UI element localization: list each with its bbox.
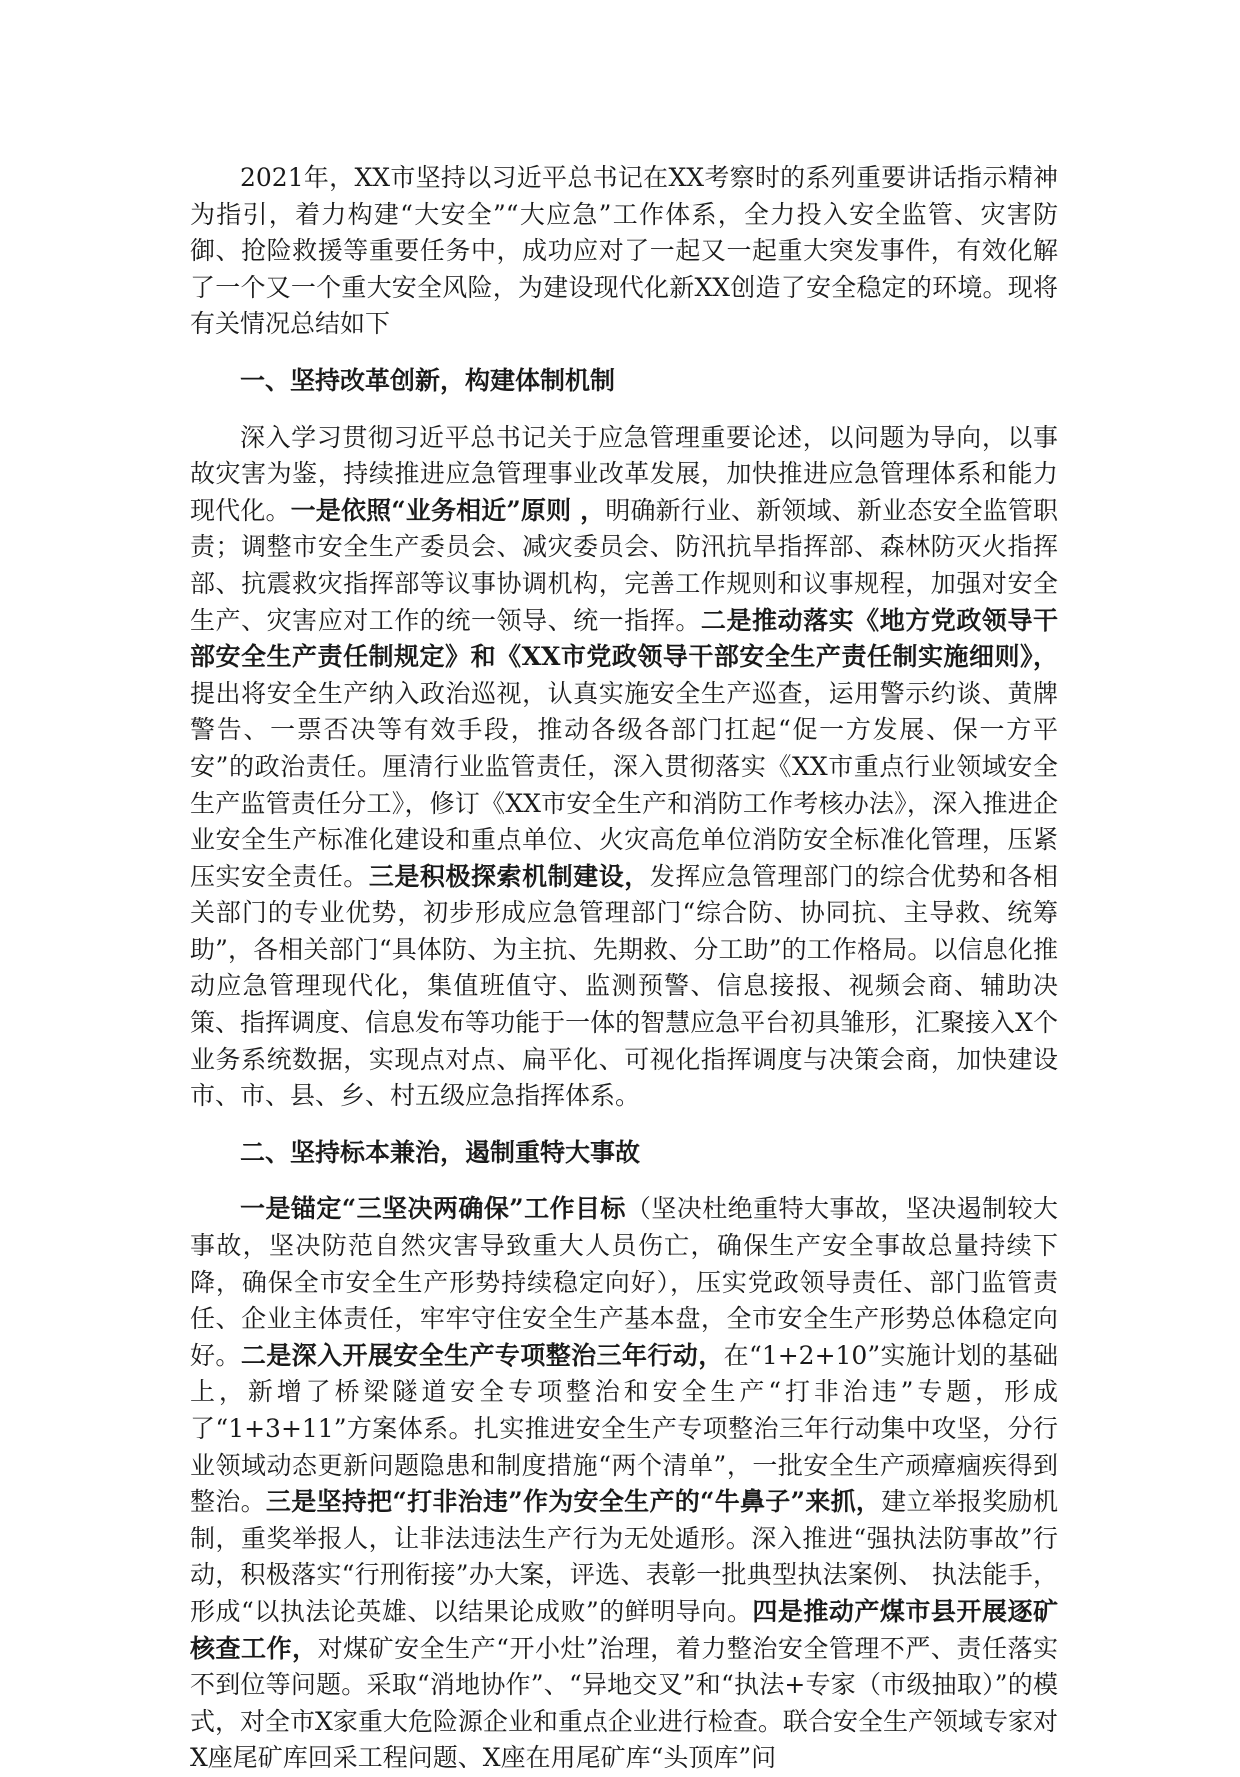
section-1-point-1-text: 明确新行业、新领域、新业态安全监管职责；调整市安全生产委员会、减灾委员会、防汛抗旱指挥部、森林防灭火指挥部、抗震救灾指挥部等议事协调机构，完善工作规则和议事规程，加强对安全生产、灾害应对工作的统一领导、统一指挥。 — [190, 495, 1058, 635]
section-2-point-2-text: 在“1+2+10”实施计划的基础上，新增了桥梁隧道安全专项整治和安全生产“打非治违”专题，形成了“1+3+11”方案体系。扎实推进安全生产专项整治三年行动集中攻坚，分行业领域动态更新问题隐患和制度措施“两个清单”，一批安全生产顽瘴痼疾得到整治。 — [190, 1340, 1058, 1517]
section-2-point-1: 一是锚定“三坚决两确保”工作目标 — [240, 1194, 626, 1224]
section-1-point-3: 三是积极探索机制建设， — [368, 861, 650, 891]
section-1-point-1: 一是依照“业务相近”原则 ， — [290, 495, 606, 525]
section-2-heading: 二、坚持标本兼治，遏制重特大事故 — [240, 1137, 641, 1167]
section-2-point-1-text: （坚决杜绝重特大事故，坚决遏制较大事故，坚决防范自然灾害导致重大人员伤亡，确保生产安全事故总量持续下降，确保全市安全生产形势持续稳定向好），压实党政领导责任、部门监管责任、企业主体责任，牢牢守住安全生产基本盘，全市安全生产形势总体稳定向好。 — [190, 1194, 1058, 1370]
section-1-point-2: 二是推动落实《地方党政领导干部安全生产责任制规定》和《XX市党政领导干部安全生产责任制实施细则》， — [190, 605, 1058, 672]
intro-paragraph: 2021年，XX市坚持以习近平总书记在XX考察时的系列重要讲话指示精神为指引，着力构建“大安全”“大应急”工作体系，全力投入安全监管、灾害防御、抢险救援等重要任务中，成功应对了一起又一起重大突发事件，有效化解了一个又一个重大安全风险，为建设现代化新XX创造了安全稳定的环境。现将有关情况总结如下 — [190, 163, 1058, 339]
section-1-point-3-text: 发挥应急管理部门的综合优势和各相关部门的专业优势，初步形成应急管理部门“综合防、协同抗、主导救、统筹助”，各相关部门“具体防、为主抗、先期救、分工助”的工作格局。以信息化推动应急管理现代化，集值班值守、监测预警、信息接报、视频会商、辅助决策、指挥调度、信息发布等功能于一体的智慧应急平台初具雏形，汇聚接入X个业务系统数据，实现点对点、扁平化、可视化指挥调度与决策会商，加快建设市、市、县、乡、村五级应急指挥体系。 — [190, 861, 1058, 1111]
section-2-point-4: 四是推动产煤市县开展逐矿核查工作， — [190, 1596, 1058, 1663]
section-2-point-3: 三是坚持把“打非治违”作为安全生产的“牛鼻子”来抓， — [265, 1487, 882, 1517]
section-2-point-3-text: 建立举报奖励机制，重奖举报人，让非法违法生产行为无处遁形。深入推进“强执法防事故”行动，积极落实“行刑衔接”办大案，评选、表彰一批典型执法案例、 执法能手，形成“以执法论英雄、以结果论成败”的鲜明导向。 — [190, 1487, 1058, 1626]
section-1-heading: 一、坚持改革创新，构建体制机制 — [240, 365, 616, 395]
section-2-paragraph — [190, 1191, 1058, 1777]
section-1-paragraph — [190, 420, 1058, 1115]
section-1-point-2-text: 提出将安全生产纳入政治巡视，认真实施安全生产巡查，运用警示约谈、黄牌警告、一票否决等有效手段，推动各级各部门扛起“促一方发展、保一方平安”的政治责任。厘清行业监管责任，深入贯彻落实《XX市重点行业领域安全生产监管责任分工》，修订《XX市安全生产和消防工作考核办法》，深入推进企业安全生产标准化建设和重点单位、火灾高危单位消防安全标准化管理，压紧压实安全责任。 — [190, 678, 1058, 891]
section-2-point-4-text: 对煤矿安全生产“开小灶”治理，着力整治安全管理不严、责任落实不到位等问题。采取“消地协作”、“异地交叉”和“执法+专家（市级抽取）”的模式，对全市X家重大危险源企业和重点企业进行检查。联合安全生产领域专家对X座尾矿库回采工程问题、X座在用尾矿库“头顶库”问 — [190, 1633, 1058, 1773]
section-2-point-2: 二是深入开展安全生产专项整治三年行动， — [240, 1340, 724, 1370]
document-page — [190, 160, 1058, 1777]
section-1-intro-text: 深入学习贯彻习近平总书记关于应急管理重要论述，以问题为导向，以事故灾害为鉴，持续推进应急管理事业改革发展，加快推进应急管理体系和能力现代化。 — [190, 422, 1058, 525]
